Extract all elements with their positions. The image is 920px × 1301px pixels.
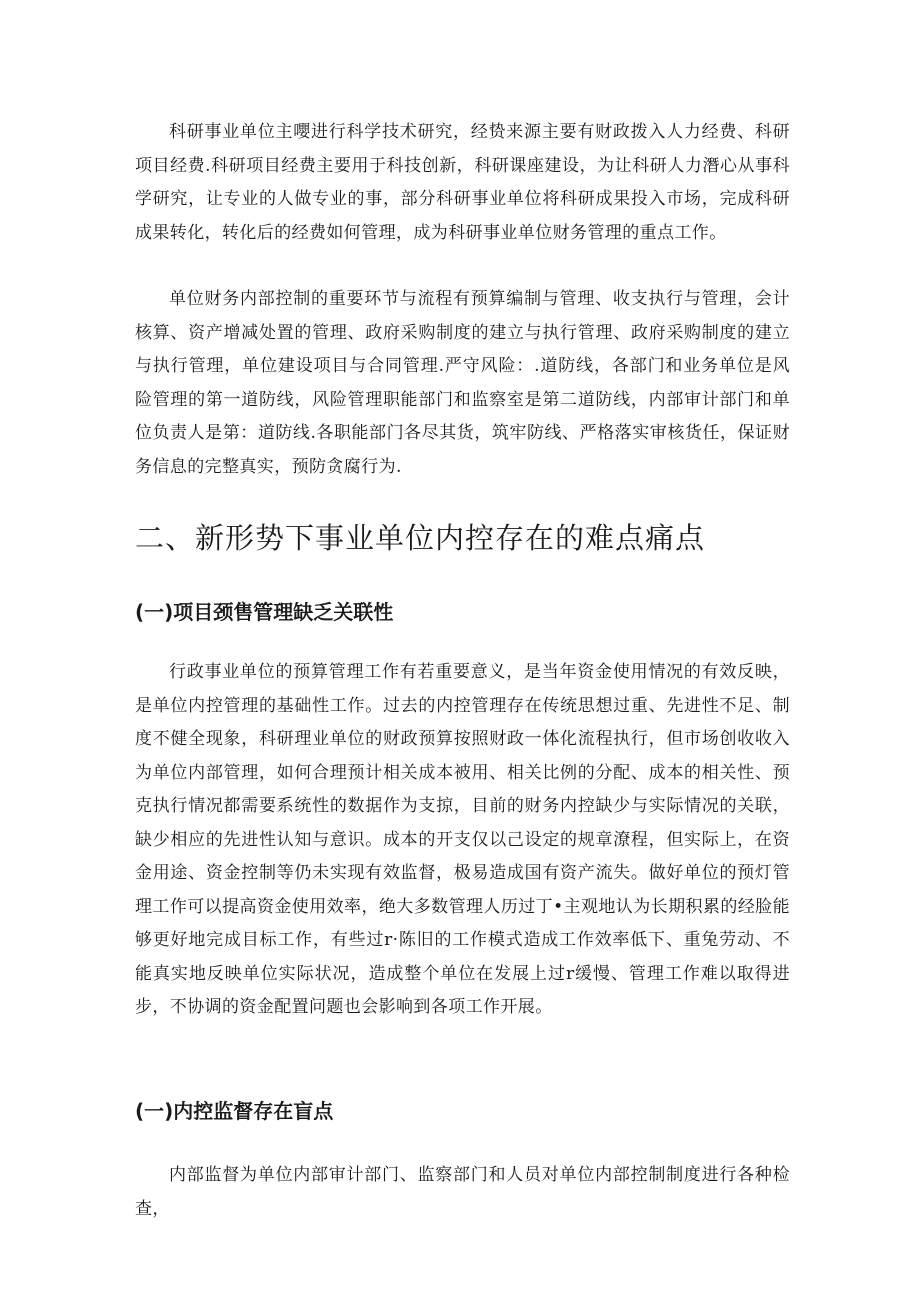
paragraph-internal-supervision: 内部监督为单位内部审计部门、监察部门和人员对单位内部控制制度进行各种检查， [135, 1165, 790, 1219]
paragraph-budget-management: 行政事业单位的预算管理工作有若重要意义，是当年资金使用情况的有效反映，是单位内控管理的基础性工作。过去的内控管理存在传统思想过重、先进性不足、制度不健全现象，科研理业单位的财政预算按照财政一体化流程执行，但市场创收收入为单位内部管理，如何合理预计相关成本被用、相关比例的分配、成本的相关性、预克执行情况都需要系统性的数据作为支掠，目前的财务内控缺少与实际情况的关联，缺少相应的先进性认知与意识。成本的开支仅以己设定的规章潦程，但实际上，在资金用途、资金控制等仍未实现有效监督，极易造成国有资产流失。做好单位的预灯管理工作可以提高资金使用效率，绝大多数管理人历过丁•主观地认为长期积累的经脸能够更好地完成目标工作，有些过r·陈旧的工作模式造成工作效率低下、重兔劳动、不能真实地反映单位实际状况，造成整个单位在发展上过r缓慢、管理工作难以取得进步，不协调的资金配置问题也会影响到各项工作开展。 [135, 662, 790, 1017]
paragraph-internal-control-process: 单位财务内部控制的重要环节与流程有预算编制与管理、收支执行与管理，会计核算、资产增减处置的管理、政府采购制度的建立与执行管理、政府采购制度的建立与执行管理，单位建设项目与合同管理.严守风险：.道防线，各部门和业务单位是风险管理的第一道防线，风险管理职能部门和监察室是第二道防线，内部审计部门和单位负责人是第：道防线.各职能部门各尽其货，筑牢防线、严格落实审核货任，保证财务信息的完整真实，预防贪腐行为. [135, 289, 790, 477]
paragraph-research-funding: 科研事业单位主嚶进行科学技术研究，经贽来源主要有财政拨入人力经费、科研项目经费.科研项目经费主要用于科技创新，科研课座建设，为让科研人力潛心从事科学研究，让专业的人做专业的事，部分科研事业单位将科研成果投入市场，完成科研成果转化，转化后的经费如何管理，成为科研事业单位财务管理的重点工作。 [135, 122, 790, 243]
subheading-supervision-blind-spots: (一)内控监督存在盲点 [135, 1099, 334, 1123]
section-heading: 二、新形势下事业单位内控存在的难点痛点 [135, 521, 706, 555]
subheading-budget-management: (一)项目颈售管理缺乏关联性 [135, 600, 394, 624]
